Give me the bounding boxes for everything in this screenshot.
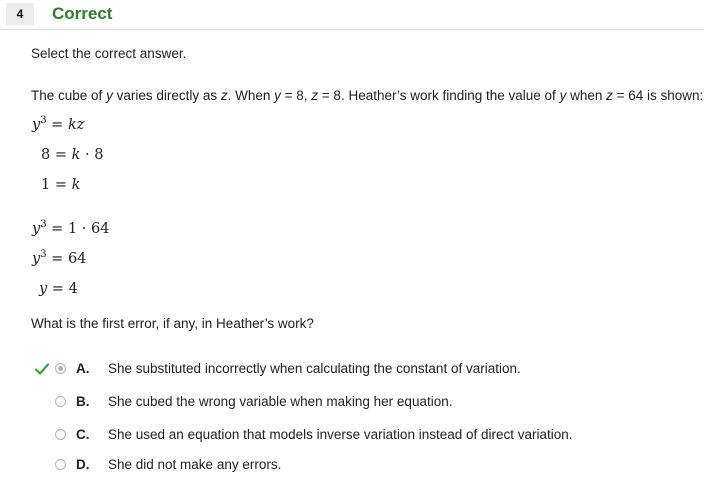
option-letter: D. — [76, 457, 90, 472]
work-line-5: $y^3 = 64$ — [32, 249, 87, 267]
question-header — [0, 0, 704, 30]
answer-option-d[interactable] — [0, 454, 704, 480]
question-number: 4 — [6, 3, 34, 25]
radio-button-d[interactable] — [55, 459, 66, 470]
option-text: She cubed the wrong variable when making her equation. — [108, 394, 453, 409]
option-letter: C. — [76, 427, 90, 442]
question-text: What is the first error, if any, in Heather’s work? — [31, 316, 314, 331]
answer-option-b[interactable] — [0, 391, 704, 417]
radio-button-a[interactable] — [55, 363, 66, 374]
work-line-1: $y^3$ = kz — [32, 115, 85, 133]
radio-button-c[interactable] — [55, 429, 66, 440]
result-status: Correct — [52, 4, 113, 23]
instruction-text: Select the correct answer. — [31, 46, 187, 61]
work-line-4: $y^3 = 1 \cdot 64$ — [32, 219, 110, 237]
work-line-3: 1 = k — [41, 177, 81, 193]
work-line-6: y = 4 — [39, 281, 78, 297]
checkmark-icon — [34, 361, 50, 377]
problem-statement: The cube of y varies directly as z. When y = 8, z = 8. Heather’s work finding the value of y when z = 64 is shown: — [31, 88, 704, 103]
option-letter: B. — [76, 394, 90, 409]
option-text: She substituted incorrectly when calculating the constant of variation. — [108, 361, 521, 376]
work-line-2: 8 = k · 8 — [41, 147, 104, 163]
answer-option-c[interactable] — [0, 424, 704, 450]
option-text: She used an equation that models inverse variation instead of direct variation. — [108, 427, 573, 442]
answer-option-a[interactable] — [0, 358, 704, 384]
option-text: She did not make any errors. — [108, 457, 282, 472]
option-letter: A. — [76, 361, 90, 376]
radio-button-b[interactable] — [55, 396, 66, 407]
